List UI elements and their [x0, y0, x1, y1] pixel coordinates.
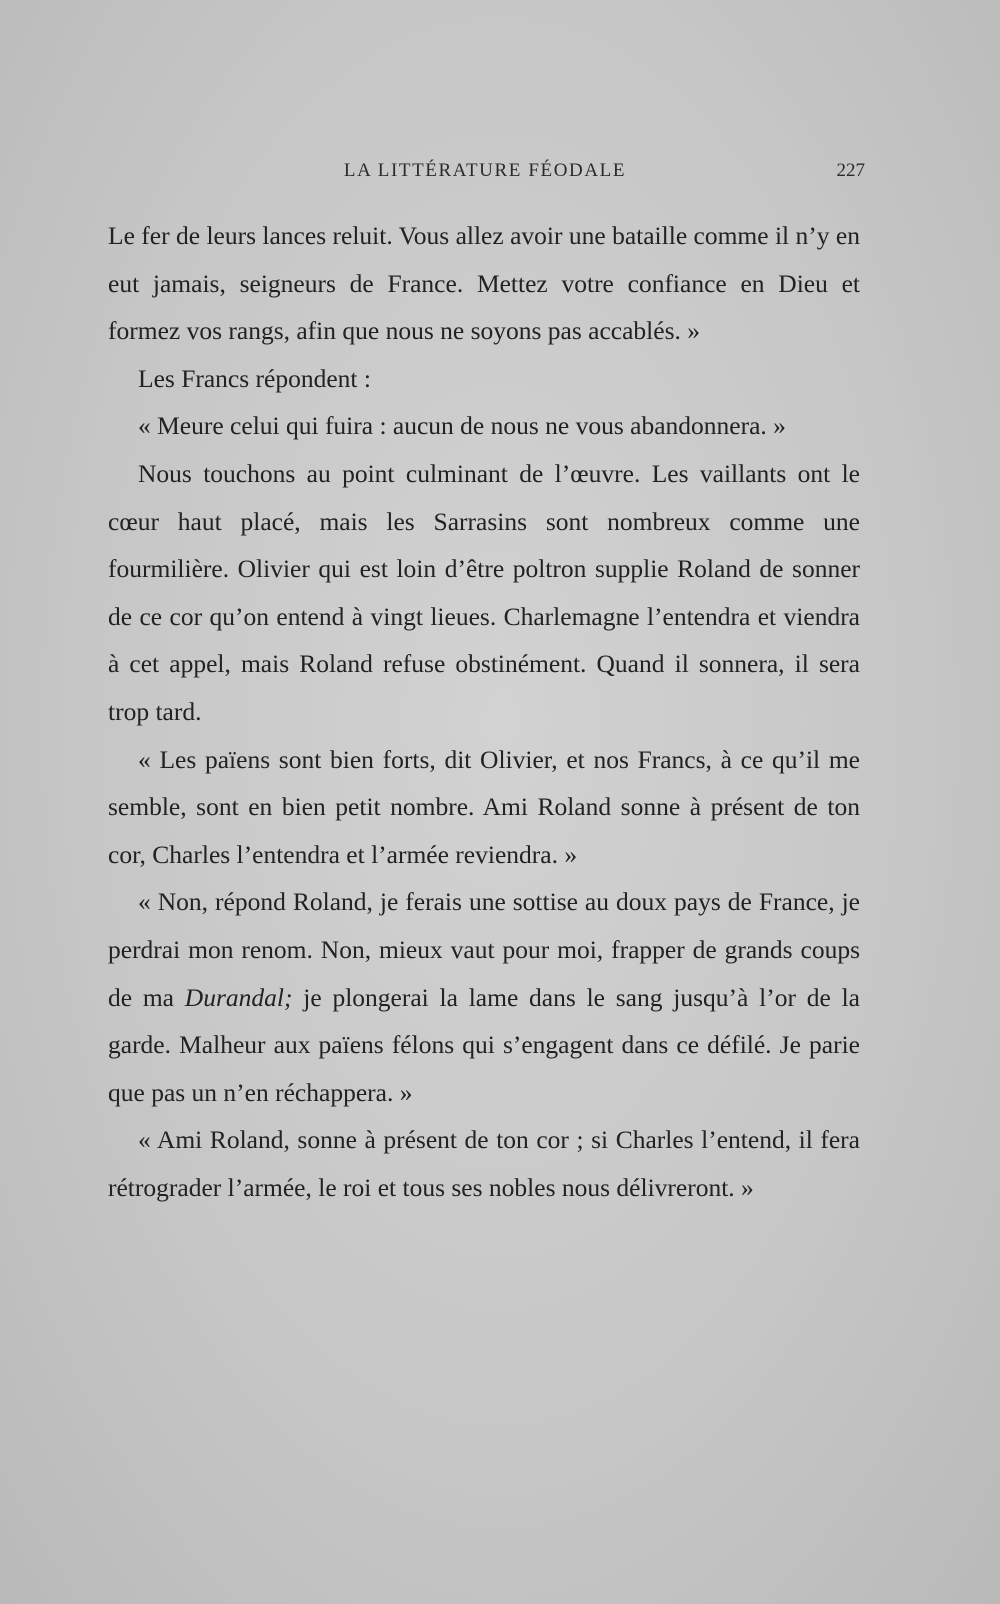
page-number: 227: [836, 160, 865, 181]
paragraph-7: « Ami Roland, sonne à présent de ton cor ; si Charles l’entend, il fera rétrograder l’armée, le roi et tous ses nobles nous délivreront. »: [108, 1125, 860, 1202]
paragraph-6-start: « Non, répond Roland, je ferais une sottise au doux pays de France, je perdrai mon renom. Non, mieux vaut pour moi, frapper de grands coups de ma: [108, 887, 860, 1012]
paragraph-2: Les Francs répondent :: [138, 363, 371, 393]
body-text: [108, 212, 860, 1211]
paragraph-4: Nous touchons au point culminant de l’œuvre. Les vaillants ont le cœur haut placé, mais les Sarrasins sont nombreux comme une fourmilière. Olivier qui est loin d’être poltron supplie Roland de sonner de ce cor qu’on entend à vingt lieues. Charlemagne l’entendra et viendra à cet appel, mais Roland refuse obstinément. Quand il sonnera, il sera trop tard.: [108, 458, 860, 726]
durandal-italic: Durandal;: [184, 982, 293, 1012]
paragraph-3: « Meure celui qui fuira : aucun de nous ne vous abandonnera. »: [138, 411, 786, 441]
running-title: LA LITTÉRATURE FÉODALE: [343, 160, 627, 181]
paragraph-1: Le fer de leurs lances reluit. Vous allez avoir une bataille comme il n’y en eut jamais, seigneurs de France. Mettez votre confiance en Dieu et formez vos rangs, afin que nous ne soyons pas accablés. »: [108, 221, 860, 346]
paragraph-6-end: je plongerai la lame dans le sang jusqu’à l’or de la garde. Malheur aux païens félons qui s’engagent dans ce défilé. Je parie que pas un n’en réchappera. »: [108, 982, 860, 1107]
running-head: [105, 160, 865, 190]
paragraph-6: [108, 878, 860, 1116]
paragraph-5: « Les païens sont bien forts, dit Olivier, et nos Francs, à ce qu’il me semble, sont en bien petit nombre. Ami Roland sonne à présent de ton cor, Charles l’entendra et l’armée reviendra. »: [108, 744, 860, 869]
